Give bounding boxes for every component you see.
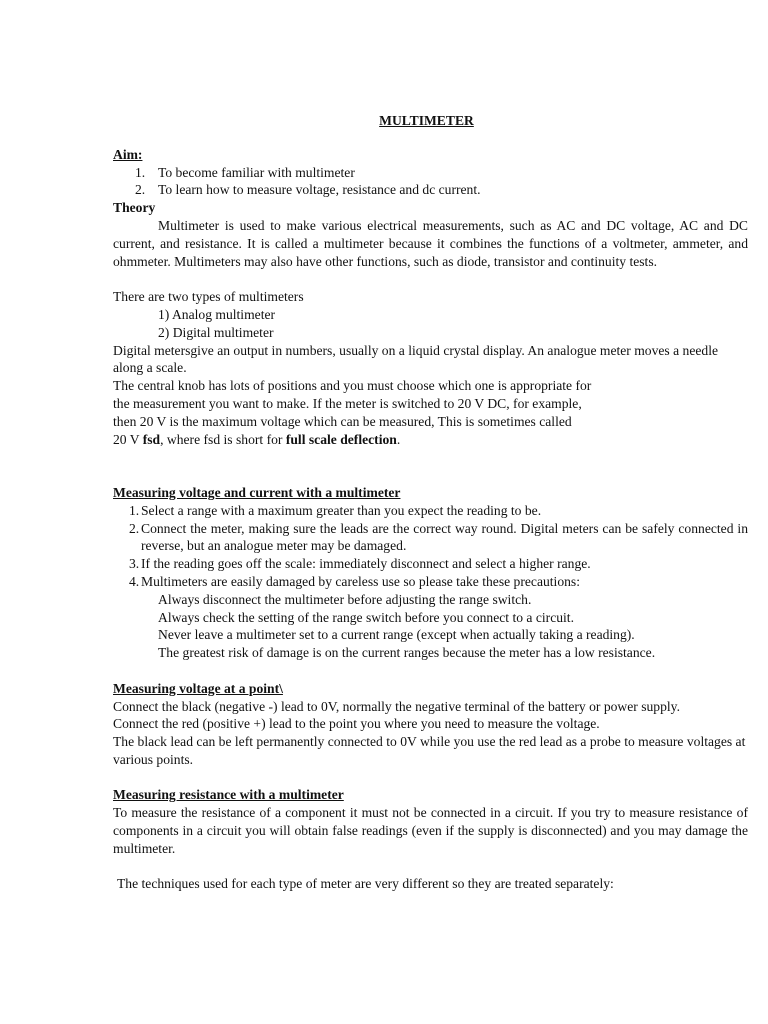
type-item-digital: 2) Digital multimeter [158, 324, 274, 340]
theory-paragraph: Multimeter is used to make various electrical measurements, such as AC and DC voltage, AC and DC current, and resistance. It is called a multimeter because it combines the functions of a voltmeter, ammeter, and ohmmeter. Multimeters may also have other functions, such as diode, transistor and continuity tests. [113, 217, 748, 269]
measuring-vc-steps [113, 502, 748, 591]
aim-heading: Aim: [113, 146, 143, 162]
knob-line: the measurement you want to make. If the meter is switched to 20 V DC, for example, [113, 395, 582, 411]
measuring-vc-heading: Measuring voltage and current with a multimeter [113, 484, 401, 500]
precaution-item: Never leave a multimeter set to a current range (except when actually taking a reading). [158, 627, 635, 643]
fsd-bold: fsd [142, 431, 161, 447]
step-item [113, 555, 748, 573]
aim-list [113, 164, 748, 200]
step-text: Select a range with a maximum greater than you expect the reading to be. [141, 502, 542, 518]
type-item-analog: 1) Analog multimeter [158, 306, 276, 322]
step-text: Connect the meter, making sure the leads are the correct way round. Digital meters can be safely connected in reverse, but an analogue meter may be damaged. [141, 520, 748, 554]
measuring-resistance-heading: Measuring resistance with a multimeter [113, 787, 344, 803]
step-text: Multimeters are easily damaged by careless use so please take these precautions: [141, 573, 580, 589]
knob-line: then 20 V is the maximum voltage which can be measured, This is sometimes called [113, 413, 572, 429]
measuring-point-heading: Measuring voltage at a point\ [113, 680, 283, 696]
theory-heading: Theory [113, 200, 156, 216]
point-line: The black lead can be left permanently connected to 0V while you use the red lead as a probe to measure voltages at various points. [113, 734, 746, 767]
document-title: MULTIMETER [379, 113, 474, 128]
list-number: 2. [135, 182, 146, 198]
point-line: Connect the red (positive +) lead to the point you where you need to measure the voltage. [113, 716, 600, 732]
point-line: Connect the black (negative -) lead to 0V, normally the negative terminal of the battery or power supply. [113, 698, 680, 714]
precaution-item: Always check the setting of the range switch before you connect to a circuit. [158, 609, 574, 625]
fsd-full-term: full scale deflection [285, 431, 397, 447]
list-number: 1. [135, 164, 146, 180]
step-item [113, 520, 748, 556]
fsd-prefix: 20 V [113, 431, 143, 447]
step-item [113, 573, 748, 591]
step-number: 2. [129, 520, 140, 536]
list-text: To become familiar with multimeter [158, 164, 355, 180]
resistance-paragraph: To measure the resistance of a component it must not be connected in a circuit. If you try to measure resistance of components in a circuit you will obtain false readings (even if the supply is disconnected) and you may damage the multimeter. [113, 805, 748, 856]
step-item [113, 502, 748, 520]
fsd-middle: , where fsd is short for [160, 431, 286, 447]
precaution-item: The greatest risk of damage is on the current ranges because the meter has a low resistance. [158, 645, 656, 661]
document-page [113, 112, 748, 893]
knob-line: The central knob has lots of positions and you must choose which one is appropriate for [113, 378, 592, 394]
step-number: 4. [129, 573, 140, 589]
fsd-line [113, 431, 748, 449]
step-text: If the reading goes off the scale: immediately disconnect and select a higher range. [141, 556, 591, 572]
closing-paragraph: The techniques used for each type of meter are very different so they are treated separately: [117, 876, 614, 892]
step-number: 1. [129, 502, 140, 518]
types-intro: There are two types of multimeters [113, 289, 304, 305]
aim-item [113, 164, 748, 182]
digital-meter-paragraph: Digital metersgive an output in numbers, usually on a liquid crystal display. An analogue meter moves a needle along a scale. [113, 342, 719, 376]
fsd-end: . [396, 431, 401, 447]
step-number: 3. [129, 556, 140, 572]
precaution-item: Always disconnect the multimeter before adjusting the range switch. [158, 591, 532, 607]
aim-item [113, 181, 748, 199]
list-text: To learn how to measure voltage, resistance and dc current. [158, 182, 481, 198]
